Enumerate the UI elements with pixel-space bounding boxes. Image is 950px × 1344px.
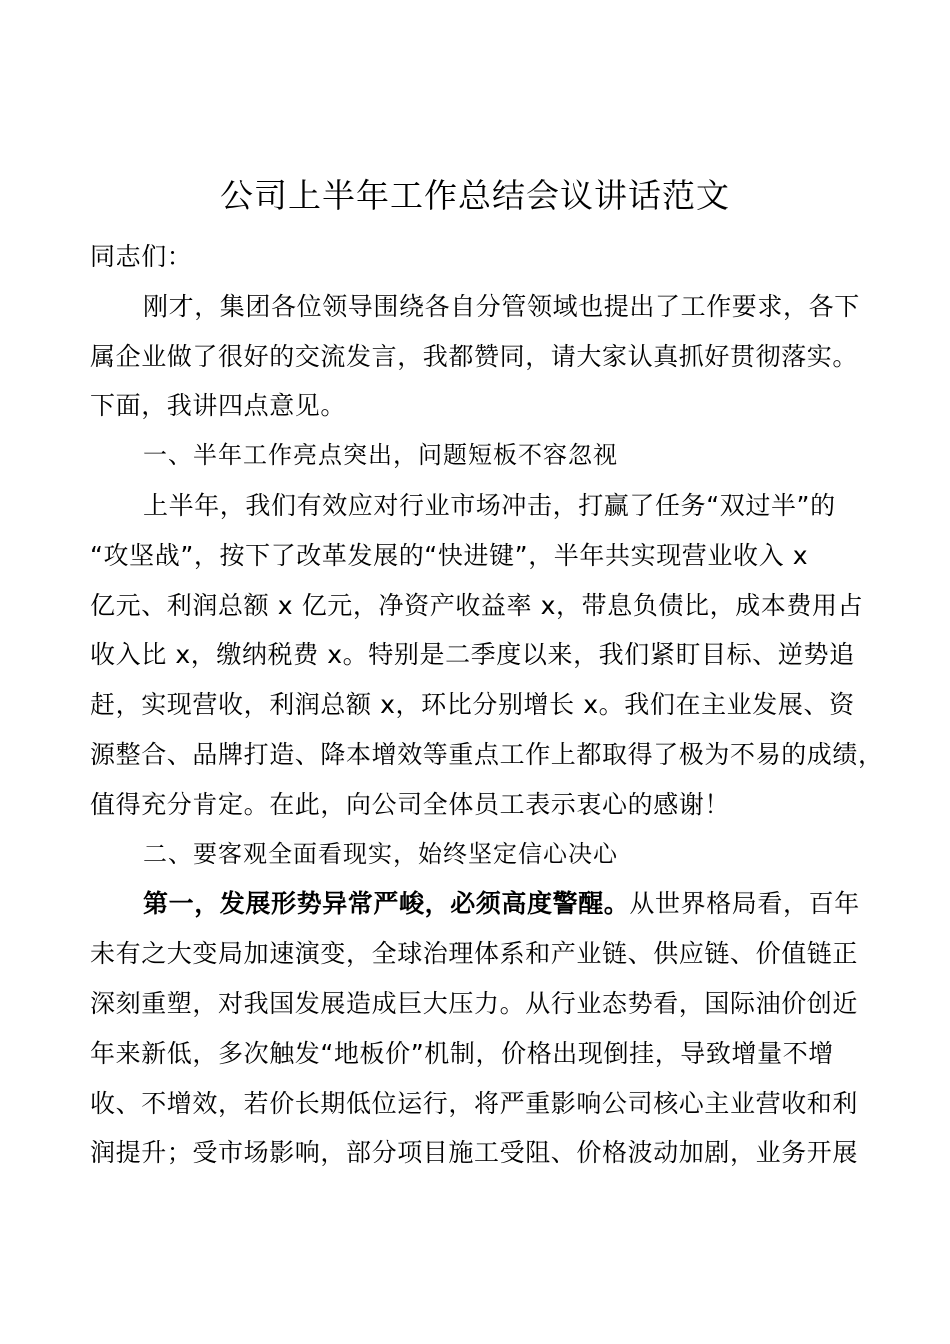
- document-title: 公司上半年工作总结会议讲话范文: [220, 176, 730, 215]
- paragraph-line: “攻坚战”，按下了改革发展的“快进键”，半年共实现营业收入 x: [90, 540, 809, 570]
- bold-lead-sentence: 第一，发展形势异常严峻，必须高度警醒。: [143, 889, 630, 919]
- paragraph-line: 源整合、品牌打造、降本增效等重点工作上都取得了极为不易的成绩，: [90, 739, 884, 769]
- paragraph-line: 润提升；受市场影响，部分项目施工受阻、价格波动加剧，业务开展: [90, 1138, 859, 1168]
- paragraph-line: 下面，我讲四点意见。: [90, 391, 347, 421]
- paragraph-line: 年来新低，多次触发“地板价”机制，价格出现倒挂，导致增量不增: [90, 1038, 834, 1068]
- paragraph-line: 上半年，我们有效应对行业市场冲击，打赢了任务“双过半”的: [143, 490, 836, 520]
- paragraph-line: 刚才，集团各位领导围绕各自分管领域也提出了工作要求，各下: [143, 291, 860, 321]
- document-body: [90, 232, 884, 1178]
- paragraph-line: 赶，实现营收，利润总额 x，环比分别增长 x。我们在主业发展、资: [90, 690, 855, 720]
- greeting-line: 同志们：: [90, 242, 193, 271]
- paragraph-line: 未有之大变局加速演变，全球治理体系和产业链、供应链、价值链正: [90, 939, 859, 969]
- section-heading-2: 二、要客观全面看现实，始终坚定信心决心: [143, 839, 618, 868]
- paragraph-line: 亿元、利润总额 x 亿元，净资产收益率 x，带息负债比，成本费用占: [90, 590, 864, 620]
- lead-sentence-rest: 从世界格局看，百年: [629, 889, 860, 919]
- paragraph-line: 值得充分肯定。在此，向公司全体员工表示衷心的感谢！: [90, 789, 731, 819]
- paragraph-line: 收、不增效，若价长期低位运行，将严重影响公司核心主业营收和利: [90, 1088, 859, 1118]
- paragraph-line: 深刻重塑，对我国发展造成巨大压力。从行业态势看，国际油价创近: [90, 988, 859, 1018]
- paragraph-line: 属企业做了很好的交流发言，我都赞同，请大家认真抓好贯彻落实。: [90, 341, 859, 371]
- paragraph-line-with-bold-lead: [90, 879, 880, 929]
- section-heading-1: 一、半年工作亮点突出，问题短板不容忽视: [143, 441, 618, 470]
- paragraph-line: 收入比 x，缴纳税费 x。特别是二季度以来，我们紧盯目标、逆势追: [90, 640, 855, 670]
